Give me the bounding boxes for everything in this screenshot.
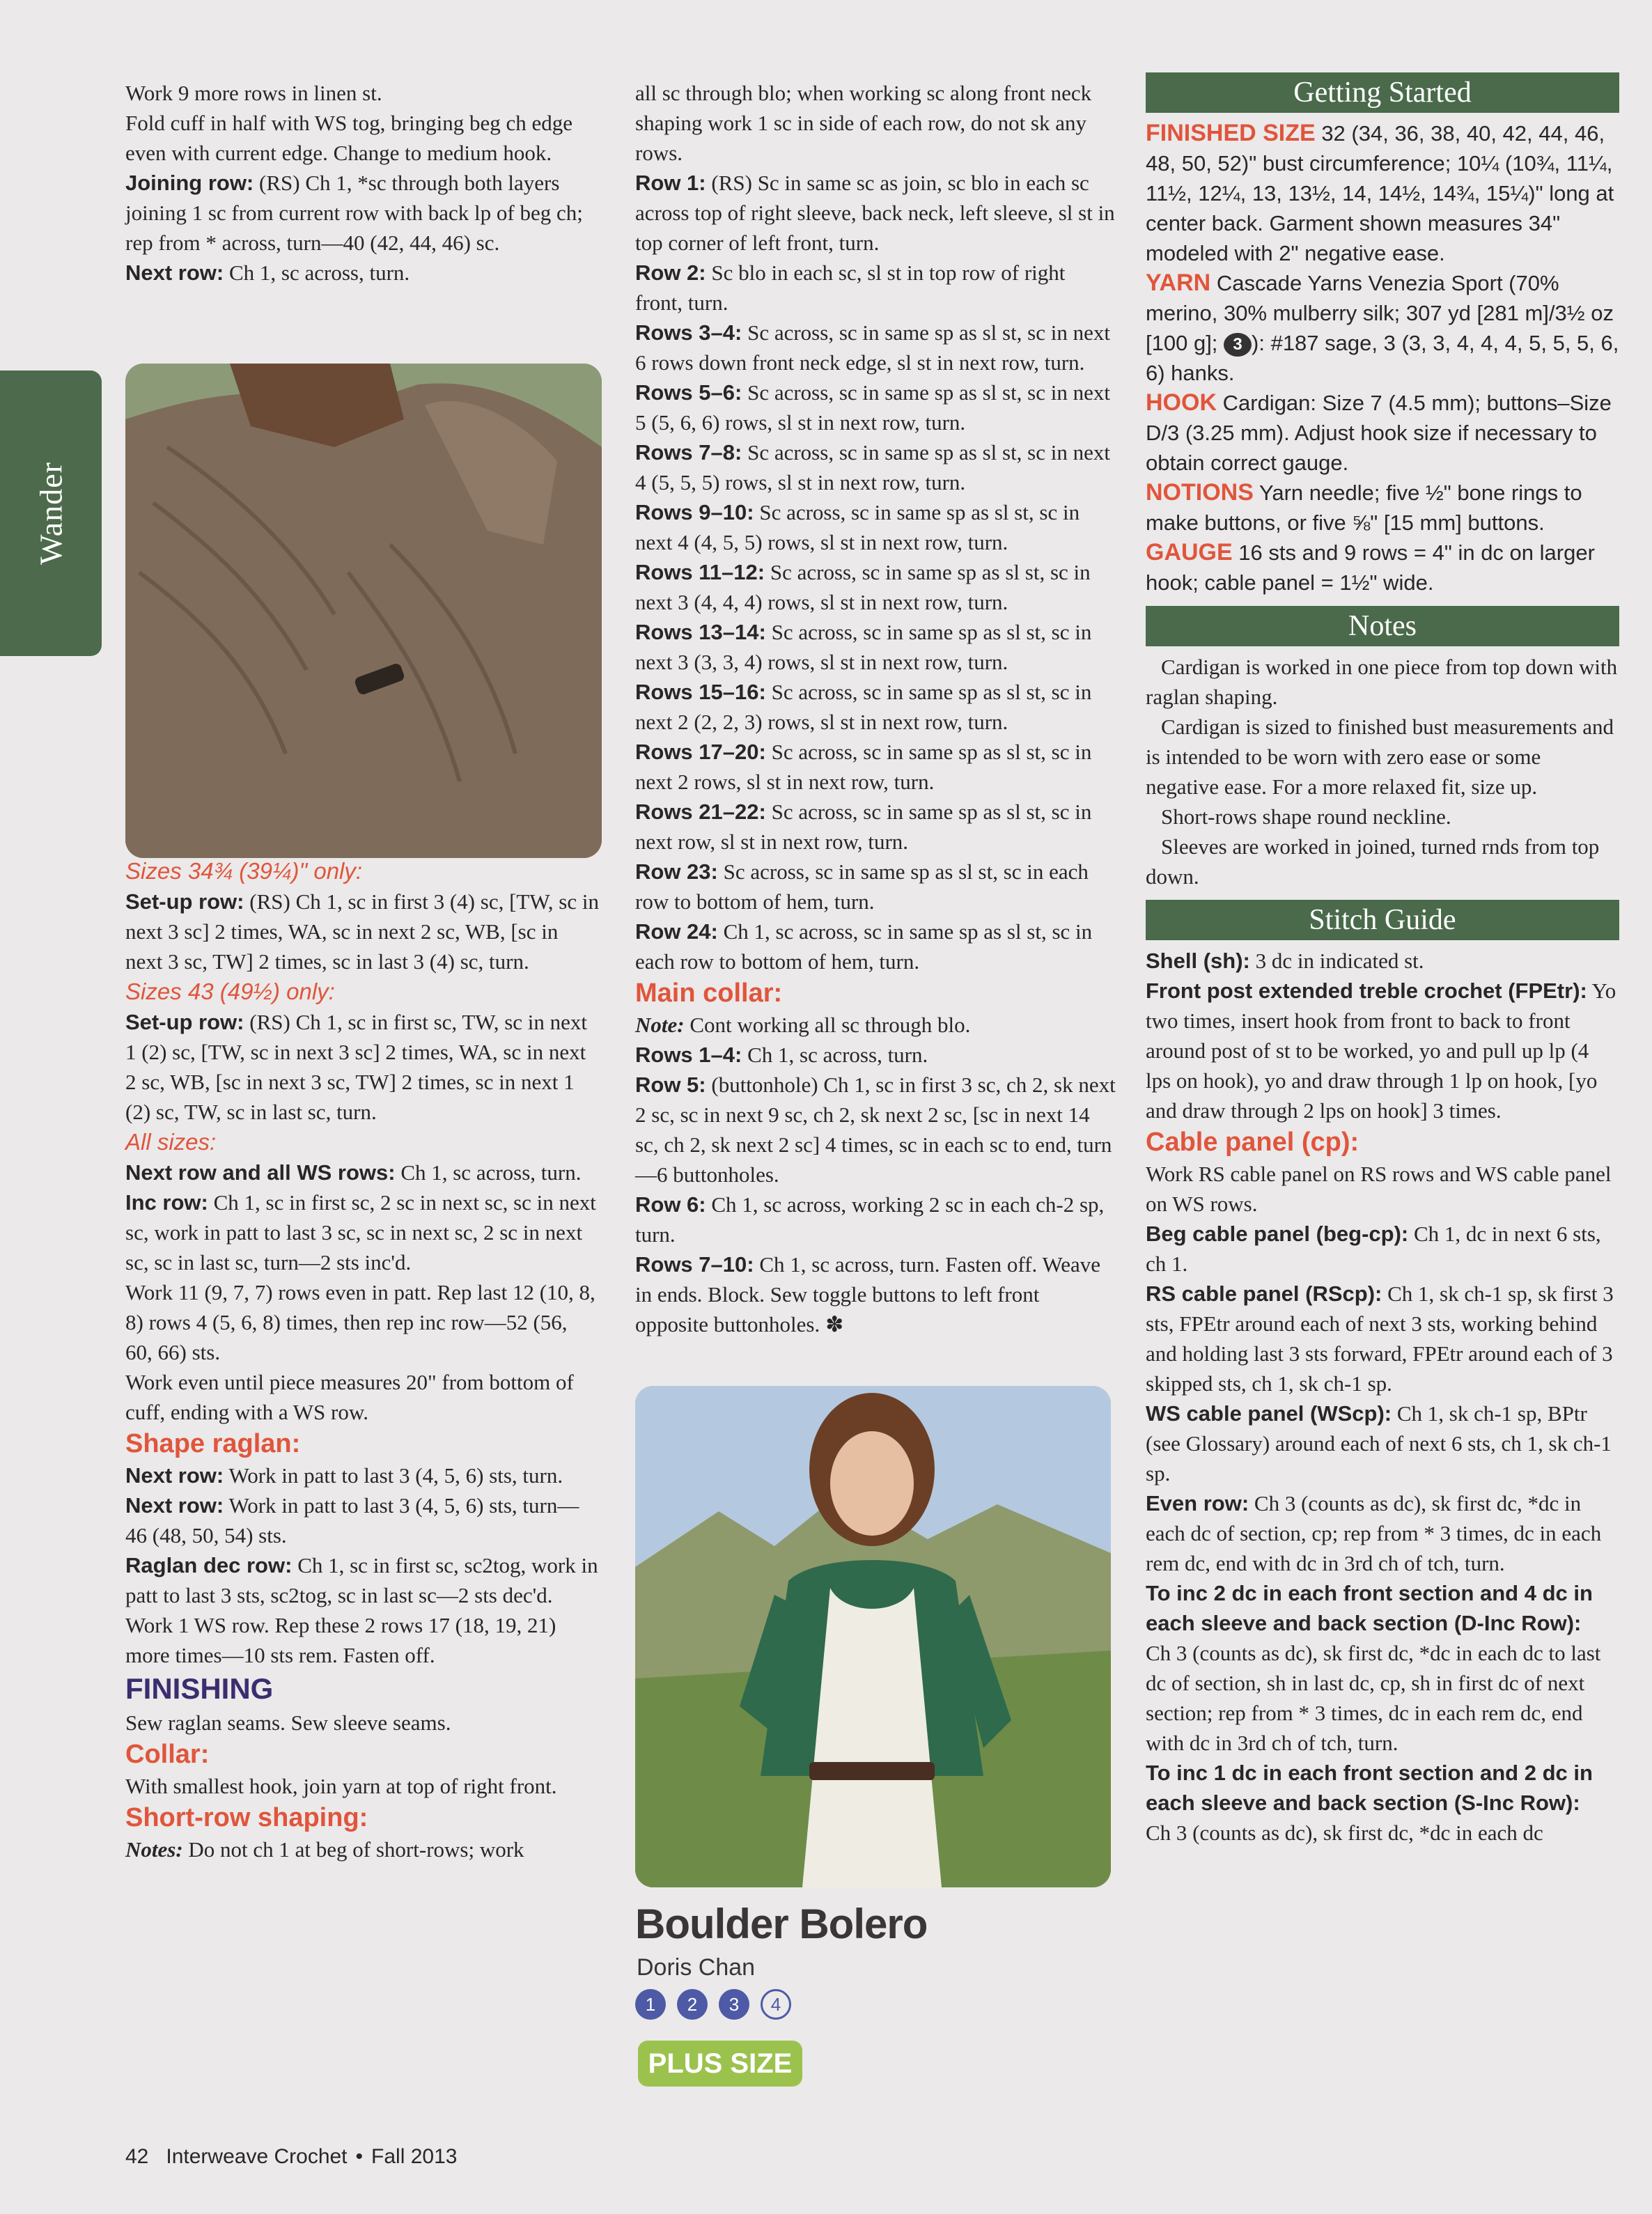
skill-level-dot: 2 (677, 1989, 708, 2020)
stitch-text: Ch 3 (counts as dc), sk first dc, *dc in each dc to last dc of section, sh in last dc, cp, sh in first dc of next section; rep from * 3 times, dc in each rem dc, end with dc in 3rd ch of tch, turn. (1146, 1641, 1601, 1755)
pattern-designer: Doris Chan (637, 1954, 756, 1981)
spec-label: NOTIONS (1146, 479, 1254, 506)
notes-list (1146, 652, 1619, 891)
paragraph: Sew raglan seams. Sew sleeve seams. (125, 1710, 451, 1735)
row-label: Row 24: (635, 919, 718, 944)
row-text: Ch 1, sc across, working 2 sc in each ch-2 sp, turn. (635, 1192, 1105, 1247)
column-3 (1146, 72, 1619, 1848)
row-label: Row 5: (635, 1073, 706, 1097)
stitch-text: 3 dc in indicated st. (1249, 949, 1424, 973)
stitch-label: Beg cable panel (beg-cp): (1146, 1222, 1409, 1246)
stitch-text: Yo two times, insert hook from front to back to front around post of st to be worked, yo and pull up lp (4 lps on hook), yo and draw through 1 lp on hook, [yo and draw through 2 lps on hook] 3 times. (1146, 979, 1616, 1123)
row-text: (buttonhole) Ch 1, sc in first 3 sc, ch 2, sk next 2 sc, sc in next 9 sc, ch 2, sk next 2 sc, [sc in next 14 sc, ch 2, sk next 2 sc] 4 times, sc in each sc to end, turn—6 buttonholes. (635, 1073, 1116, 1187)
row-label: Rows 3–4: (635, 320, 742, 345)
instruction-row (635, 497, 1116, 557)
instruction-row (635, 1040, 1116, 1070)
spec-gauge (1146, 538, 1619, 598)
spec-label: YARN (1146, 270, 1211, 296)
stitch-text: Ch 3 (counts as dc), sk first dc, *dc in each dc of section, cp; rep from * 3 times, dc in each rem dc, end with dc in 3rd ch of tch, turn. (1146, 1491, 1602, 1575)
stitch-text: Ch 1, dc in next 6 sts, ch 1. (1146, 1222, 1601, 1276)
instruction-row (635, 437, 1116, 497)
stitch-entry (1146, 1219, 1619, 1279)
pattern-title: Boulder Bolero (635, 1901, 928, 1947)
section-heading-cable-panel: Cable panel (cp): (1146, 1128, 1359, 1157)
spec-label: HOOK (1146, 389, 1217, 416)
stitch-label: Even row: (1146, 1491, 1249, 1515)
instruction-row (635, 258, 1116, 318)
instruction-row (125, 1157, 599, 1187)
yarn-weight-icon: 3 (1224, 333, 1252, 357)
column-2 (635, 78, 1116, 1339)
row-label: Set-up row: (125, 889, 244, 914)
instruction-row (125, 1834, 599, 1864)
instruction-row (125, 1490, 599, 1550)
row-text: (RS) Ch 1, *sc through both layers joining 1 sc from current row with back lp of beg ch; rep from * across, turn—40 (42, 44, 46) sc. (125, 171, 583, 255)
row-text: Ch 1, sc in first sc, 2 sc in next sc, sc in next sc, work in patt to last 3 sc, sc in next sc, 2 sc in next sc, sc in last sc, turn—2 sts inc'd. (125, 1190, 596, 1274)
instruction-row (125, 887, 599, 976)
row-label: Rows 21–22: (635, 800, 766, 824)
stitch-entry (1146, 1758, 1619, 1818)
note-item: Short-rows shape round neckline. (1161, 804, 1451, 829)
instruction-rows (635, 168, 1116, 976)
row-label: Row 1: (635, 171, 706, 195)
spec-notions (1146, 478, 1619, 538)
instruction-row (635, 917, 1116, 976)
instruction-row (635, 737, 1116, 797)
paragraph: Work RS cable panel on RS rows and WS cable panel on WS rows. (1146, 1162, 1612, 1216)
stitch-entry (1146, 1279, 1619, 1398)
note-item: Cardigan is sized to finished bust measurements and is intended to be worn with zero ease or some negative ease. For a more relaxed fit, size up. (1146, 715, 1614, 799)
instruction-row (125, 1460, 599, 1490)
skill-level-dot: 4 (761, 1989, 791, 2020)
stitch-entry (1146, 976, 1619, 1125)
row-text: Sc across, sc in same sp as sl st, sc in next 2 rows, sl st in next row, turn. (635, 740, 1092, 794)
paragraph: Work 9 more rows in linen st. (125, 81, 382, 105)
stitch-guide (1146, 946, 1619, 1848)
size-subheading: Sizes 34¾ (39¼)" only: (125, 858, 363, 884)
section-tab-label: Wander (33, 462, 69, 565)
instruction-row (635, 677, 1116, 737)
stitch-label: WS cable panel (WScp): (1146, 1401, 1392, 1426)
row-text: Ch 1, sc across, turn. Fasten off. Weave in ends. Block. Sew toggle buttons to left front opposite buttonholes. (635, 1252, 1101, 1336)
row-text: Ch 1, sc across, turn. (224, 260, 410, 285)
row-text: (RS) Ch 1, sc in first sc, TW, sc in next 1 (2) sc, [TW, sc in next 3 sc] 2 times, WA, sc in next 2 sc, WB, [sc in next 3 sc, TW] 2 times, sc in next 1 (2) sc, TW, sc in last sc, turn. (125, 1010, 588, 1124)
instruction-row (635, 557, 1116, 617)
notes-heading: Notes (1146, 606, 1619, 646)
row-text: Do not ch 1 at beg of short-rows; work (182, 1837, 524, 1862)
row-label: Notes: (125, 1837, 183, 1862)
row-text: Sc across, sc in same sp as sl st, sc in each row to bottom of hem, turn. (635, 859, 1089, 914)
spec-finished-size (1146, 118, 1619, 268)
row-label: Rows 13–14: (635, 620, 766, 644)
spec-label: GAUGE (1146, 539, 1233, 566)
instruction-row (635, 1010, 1116, 1040)
row-text: (RS) Sc in same sc as join, sc blo in each sc across top of right sleeve, back neck, left sleeve, sl st in top corner of left front, turn. (635, 171, 1115, 255)
row-label: Next row and all WS rows: (125, 1160, 396, 1185)
skill-level-dot: 3 (719, 1989, 749, 2020)
spec-text: Yarn needle; five ½" bone rings to make buttons, or five ⅝" [15 mm] buttons. (1146, 481, 1582, 535)
spec-text: Cardigan: Size 7 (4.5 mm); buttons–Size D/3 (3.25 mm). Adjust hook size if necessary to obtain correct gauge. (1146, 391, 1612, 475)
page-number: 42 (125, 2145, 149, 2168)
row-text: (RS) Ch 1, sc in first 3 (4) sc, [TW, sc in next 3 sc] 2 times, WA, sc in next 2 sc, WB, [sc in next 3 sc, TW] 2 times, sc in last 3 (4) sc, turn. (125, 889, 599, 974)
row-label: Raglan dec row: (125, 1553, 293, 1577)
stitch-text: Ch 1, sk ch-1 sp, sk first 3 sts, FPEtr around each of next 3 sts, working behind and holding last 3 sts forward, FPEtr around each of 3 skipped sts, ch 1, sk ch-1 sp. (1146, 1281, 1614, 1396)
stitch-label: RS cable panel (RScp): (1146, 1281, 1382, 1306)
section-heading-collar: Collar: (125, 1740, 210, 1769)
section-heading-finishing: FINISHING (125, 1672, 274, 1705)
stitch-entry (1146, 1578, 1619, 1638)
section-heading-raglan: Shape raglan: (125, 1429, 301, 1458)
row-label: Rows 7–10: (635, 1252, 754, 1277)
stitch-entry (1146, 946, 1619, 976)
instruction-row (635, 1249, 1116, 1339)
row-label: Set-up row: (125, 1010, 244, 1034)
row-text: Sc across, sc in same sp as sl st, sc in next 5 (5, 6, 6) rows, sl st in next row, turn. (635, 380, 1110, 435)
section-tab (0, 371, 102, 656)
note-item: Cardigan is worked in one piece from top down with raglan shaping. (1146, 655, 1618, 709)
paragraph: Work 11 (9, 7, 7) rows even in patt. Rep last 12 (10, 8, 8) rows 4 (5, 6, 8) times, then rep inc row—52 (56, 60, 66) sts. (125, 1280, 595, 1364)
row-text: Work in patt to last 3 (4, 5, 6) sts, turn—46 (48, 50, 54) sts. (125, 1493, 579, 1548)
paragraph: With smallest hook, join yarn at top of right front. (125, 1774, 557, 1798)
row-label: Next row: (125, 260, 224, 285)
row-text: Sc across, sc in same sp as sl st, sc in next row, sl st in next row, turn. (635, 800, 1092, 854)
stitch-entry (1146, 1488, 1619, 1578)
row-text: Sc across, sc in same sp as sl st, sc in next 3 (3, 3, 4) rows, sl st in next row, turn. (635, 620, 1092, 674)
stitch-label: Shell (sh): (1146, 949, 1250, 973)
instruction-row (125, 168, 599, 258)
row-label: Rows 17–20: (635, 740, 766, 764)
stitch-entry (1146, 1398, 1619, 1488)
model-photo (635, 1386, 1111, 1887)
row-label: Rows 11–12: (635, 560, 765, 584)
skill-level-dot: 1 (635, 1989, 666, 2020)
size-subheading: Sizes 43 (49½) only: (125, 979, 335, 1004)
instruction-row (635, 797, 1116, 857)
sweater-closeup-photo (125, 364, 602, 858)
instruction-row (635, 377, 1116, 437)
instruction-row (125, 1550, 599, 1670)
instruction-row (635, 318, 1116, 377)
row-text: Ch 1, sc across, turn. (395, 1160, 582, 1185)
row-label: Next row: (125, 1493, 224, 1518)
end-mark-icon: ✽ (825, 1312, 844, 1336)
instruction-row (635, 1070, 1116, 1190)
paragraph: all sc through blo; when working sc along front neck shaping work 1 sc in side of each row, do not sk any rows. (635, 81, 1092, 165)
instruction-row (125, 1007, 599, 1127)
row-text: Ch 1, sc across, sc in same sp as sl st, sc in each row to bottom of hem, turn. (635, 919, 1093, 974)
row-label: Rows 5–6: (635, 380, 742, 405)
stitch-guide-heading: Stitch Guide (1146, 900, 1619, 940)
spec-text: ): #187 sage, 3 (3, 3, 4, 4, 4, 5, 5, 5, 6, 6) hanks. (1146, 331, 1619, 385)
stitch-text: Ch 3 (counts as dc), sk first dc, *dc in each dc (1146, 1821, 1543, 1845)
instruction-row (125, 258, 599, 288)
bullet-icon: • (355, 2145, 364, 2168)
getting-started-heading: Getting Started (1146, 72, 1619, 113)
row-text: Sc blo in each sc, sl st in top row of right front, turn. (635, 260, 1066, 315)
paragraph: Work even until piece measures 20" from bottom of cuff, ending with a WS row. (125, 1370, 574, 1424)
instruction-row (635, 1190, 1116, 1249)
row-label: Inc row: (125, 1190, 208, 1215)
instruction-row (635, 857, 1116, 917)
row-text: Sc across, sc in same sp as sl st, sc in next 4 (5, 5, 5) rows, sl st in next row, turn. (635, 440, 1110, 494)
page-footer (125, 2145, 457, 2169)
row-label: Rows 9–10: (635, 500, 754, 524)
stitch-text: Ch 1, sk ch-1 sp, BPtr (see Glossary) around each of next 6 sts, ch 1, sk ch-1 sp. (1146, 1401, 1612, 1486)
row-label: Row 2: (635, 260, 706, 285)
size-subheading: All sizes: (125, 1129, 217, 1155)
row-label: Rows 1–4: (635, 1043, 742, 1067)
plus-size-badge: PLUS SIZE (638, 2041, 802, 2087)
section-heading-short-rows: Short-row shaping: (125, 1803, 368, 1832)
row-text: Work in patt to last 3 (4, 5, 6) sts, turn. (224, 1463, 563, 1488)
spec-hook (1146, 388, 1619, 478)
instruction-row (125, 1187, 599, 1277)
row-text: Sc across, sc in same sp as sl st, sc in next 6 rows down front neck edge, sl st in next row, turn. (635, 320, 1110, 375)
instruction-row (635, 617, 1116, 677)
issue-name: Fall 2013 (371, 2145, 458, 2168)
skill-levels (635, 1989, 802, 2020)
row-label: Joining row: (125, 171, 254, 195)
instruction-row (635, 168, 1116, 258)
row-text: Ch 1, sc in first sc, sc2tog, work in patt to last 3 sts, sc2tog, sc in last sc—2 sts dec'd. Work 1 WS row. Rep these 2 rows 17 (18, 19, 21) more times—10 sts rem. Fasten off. (125, 1553, 598, 1667)
magazine-name: Interweave Crochet (166, 2145, 348, 2168)
instruction-rows (635, 1040, 1116, 1339)
row-label: Rows 7–8: (635, 440, 742, 465)
row-text: Cont working all sc through blo. (684, 1013, 971, 1037)
row-text: Sc across, sc in same sp as sl st, sc in next 3 (4, 4, 4) rows, sl st in next row, turn. (635, 560, 1091, 614)
spec-text: Cascade Yarns Venezia Sport (70% merino, 30% mulberry silk; 307 yd [281 m]/3½ oz [100 g]; (1146, 271, 1614, 355)
row-label: Row 23: (635, 859, 718, 884)
stitch-label: Front post extended treble crochet (FPEtr): (1146, 979, 1587, 1003)
row-text: Ch 1, sc across, turn. (742, 1043, 928, 1067)
row-label: Note: (635, 1013, 685, 1037)
row-label: Next row: (125, 1463, 224, 1488)
row-label: Rows 15–16: (635, 680, 766, 704)
spec-label: FINISHED SIZE (1146, 120, 1316, 146)
paragraph: Fold cuff in half with WS tog, bringing beg ch edge even with current edge. Change to medium hook. (125, 111, 573, 165)
stitch-label: To inc 2 dc in each front section and 4 dc in each sleeve and back section (D-Inc Row): (1146, 1581, 1593, 1635)
column-1 (125, 78, 599, 1864)
spec-text: 32 (34, 36, 38, 40, 42, 44, 46, 48, 50, 52)" bust circumference; 10¼ (10¾, 11¼, 11½, 12¼, 13, 13½, 14, 14½, 14¾, 15¼)" long at center back. Garment shown measures 34" modeled with 2" negative ease. (1146, 121, 1614, 265)
row-text: Sc across, sc in same sp as sl st, sc in next 4 (4, 5, 5) rows, sl st in next row, turn. (635, 500, 1080, 554)
section-heading-main-collar: Main collar: (635, 979, 783, 1008)
row-text: Sc across, sc in same sp as sl st, sc in next 2 (2, 2, 3) rows, sl st in next row, turn. (635, 680, 1092, 734)
spec-yarn (1146, 268, 1619, 388)
row-label: Row 6: (635, 1192, 706, 1217)
note-item: Sleeves are worked in joined, turned rnds from top down. (1146, 834, 1600, 889)
spec-text: 16 sts and 9 rows = 4" in dc on larger hook; cable panel = 1½" wide. (1146, 540, 1595, 595)
stitch-label: To inc 1 dc in each front section and 2 dc in each sleeve and back section (S-Inc Row): (1146, 1761, 1593, 1815)
